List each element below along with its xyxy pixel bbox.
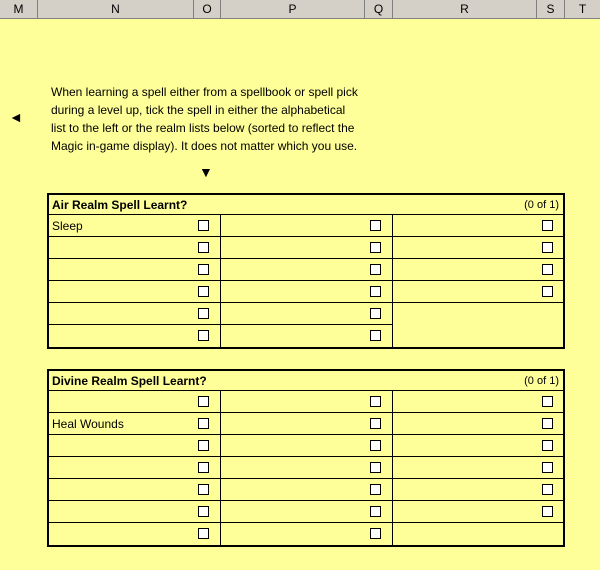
divine-realm-cell <box>49 501 221 523</box>
air-realm-cell <box>221 215 393 237</box>
air-realm-cell <box>221 281 393 303</box>
air-realm-count: (0 of 1) <box>524 199 559 211</box>
divine-realm-learnt-checkbox[interactable] <box>370 506 381 517</box>
air-realm-learnt-checkbox[interactable] <box>198 286 209 297</box>
divine-realm-learnt-checkbox[interactable] <box>198 462 209 473</box>
divine-realm-learnt-checkbox[interactable] <box>198 440 209 451</box>
divine-realm-learnt-checkbox[interactable] <box>198 484 209 495</box>
column-header-o[interactable]: O <box>194 0 221 18</box>
air-realm-learnt-checkbox[interactable] <box>370 308 381 319</box>
air-realm-cell <box>49 215 221 237</box>
divine-realm-learnt-checkbox[interactable] <box>542 484 553 495</box>
air-realm-learnt-checkbox[interactable] <box>542 220 553 231</box>
divine-realm-learnt-checkbox[interactable] <box>542 396 553 407</box>
air-realm-learnt-checkbox[interactable] <box>198 308 209 319</box>
divine-realm-cell <box>221 413 393 435</box>
air-realm-cell <box>393 215 563 237</box>
air-realm-title: Air Realm Spell Learnt? <box>52 198 188 212</box>
column-header-r[interactable]: R <box>393 0 537 18</box>
air-realm-cell <box>49 303 221 325</box>
column-header-bar <box>0 0 600 19</box>
divine-realm-cell <box>49 413 221 435</box>
divine-realm-learnt-checkbox[interactable] <box>198 396 209 407</box>
air-realm-cell <box>49 237 221 259</box>
column-header-p[interactable]: P <box>221 0 365 18</box>
air-realm-learnt-checkbox[interactable] <box>370 220 381 231</box>
divine-realm-cell <box>49 479 221 501</box>
air-realm-header <box>49 195 563 215</box>
divine-realm-cell <box>393 457 563 479</box>
air-realm-learnt-checkbox[interactable] <box>198 264 209 275</box>
air-realm-learnt-checkbox[interactable] <box>198 220 209 231</box>
divine-realm-cell <box>221 501 393 523</box>
air-realm-learnt-checkbox[interactable] <box>542 286 553 297</box>
divine-realm-learnt-checkbox[interactable] <box>198 506 209 517</box>
air-realm-cell <box>393 259 563 281</box>
instructions-text: When learning a spell either from a spellbook or spell pick during a level up, tick the spell in either the alphabetical list to the left or the realm lists below (sorted to reflect the Magic in-game display). It does not matter which you use. <box>51 85 358 153</box>
air-realm-panel <box>47 193 565 349</box>
divine-realm-column-divider <box>392 391 393 545</box>
down-arrow-icon: ▼ <box>199 164 213 180</box>
divine-realm-learnt-checkbox[interactable] <box>542 440 553 451</box>
air-realm-spell-name: Sleep <box>52 219 83 233</box>
air-realm-cell <box>49 259 221 281</box>
air-realm-learnt-checkbox[interactable] <box>370 264 381 275</box>
column-header-m[interactable]: M <box>0 0 38 18</box>
air-realm-learnt-checkbox[interactable] <box>198 330 209 341</box>
air-realm-cell <box>49 325 221 347</box>
air-realm-grid <box>49 215 563 347</box>
divine-realm-learnt-checkbox[interactable] <box>542 462 553 473</box>
column-header-t[interactable]: T <box>578 2 587 16</box>
air-realm-learnt-checkbox[interactable] <box>542 264 553 275</box>
air-realm-learnt-checkbox[interactable] <box>370 242 381 253</box>
air-realm-cell <box>393 237 563 259</box>
air-realm-learnt-checkbox[interactable] <box>198 242 209 253</box>
divine-realm-cell <box>221 391 393 413</box>
air-realm-cell <box>221 259 393 281</box>
divine-realm-learnt-checkbox[interactable] <box>370 418 381 429</box>
air-realm-column-divider <box>392 215 393 347</box>
column-header-q[interactable]: Q <box>365 0 393 18</box>
divine-realm-learnt-checkbox[interactable] <box>542 418 553 429</box>
air-realm-cell <box>221 325 393 347</box>
column-header-s[interactable]: S <box>537 0 565 18</box>
divine-realm-learnt-checkbox[interactable] <box>198 418 209 429</box>
air-realm-column-divider <box>220 215 221 347</box>
divine-realm-learnt-checkbox[interactable] <box>370 440 381 451</box>
divine-realm-cell <box>221 435 393 457</box>
divine-realm-count: (0 of 1) <box>524 375 559 387</box>
left-arrow-icon: ◄ <box>9 109 23 125</box>
divine-realm-cell <box>221 479 393 501</box>
divine-realm-cell <box>393 391 563 413</box>
divine-realm-cell <box>393 413 563 435</box>
divine-realm-spell-name: Heal Wounds <box>52 417 124 431</box>
divine-realm-learnt-checkbox[interactable] <box>198 528 209 539</box>
divine-realm-learnt-checkbox[interactable] <box>542 506 553 517</box>
air-realm-cell <box>49 281 221 303</box>
air-realm-learnt-checkbox[interactable] <box>370 286 381 297</box>
divine-realm-cell <box>393 435 563 457</box>
air-realm-cell <box>393 281 563 303</box>
divine-realm-cell <box>49 523 221 545</box>
divine-realm-cell <box>393 479 563 501</box>
divine-realm-cell <box>49 435 221 457</box>
divine-realm-title: Divine Realm Spell Learnt? <box>52 374 207 388</box>
divine-realm-cell <box>49 391 221 413</box>
divine-realm-grid <box>49 391 563 545</box>
divine-realm-cell <box>221 523 393 545</box>
divine-realm-cell <box>393 501 563 523</box>
air-realm-learnt-checkbox[interactable] <box>370 330 381 341</box>
column-header-n[interactable]: N <box>38 0 194 18</box>
divine-realm-column-divider <box>220 391 221 545</box>
divine-realm-learnt-checkbox[interactable] <box>370 462 381 473</box>
air-realm-learnt-checkbox[interactable] <box>542 242 553 253</box>
air-realm-cell <box>221 303 393 325</box>
divine-realm-learnt-checkbox[interactable] <box>370 528 381 539</box>
divine-realm-cell <box>49 457 221 479</box>
divine-realm-learnt-checkbox[interactable] <box>370 396 381 407</box>
divine-realm-header <box>49 371 563 391</box>
divine-realm-learnt-checkbox[interactable] <box>370 484 381 495</box>
divine-realm-panel <box>47 369 565 547</box>
divine-realm-cell <box>221 457 393 479</box>
air-realm-cell <box>221 237 393 259</box>
